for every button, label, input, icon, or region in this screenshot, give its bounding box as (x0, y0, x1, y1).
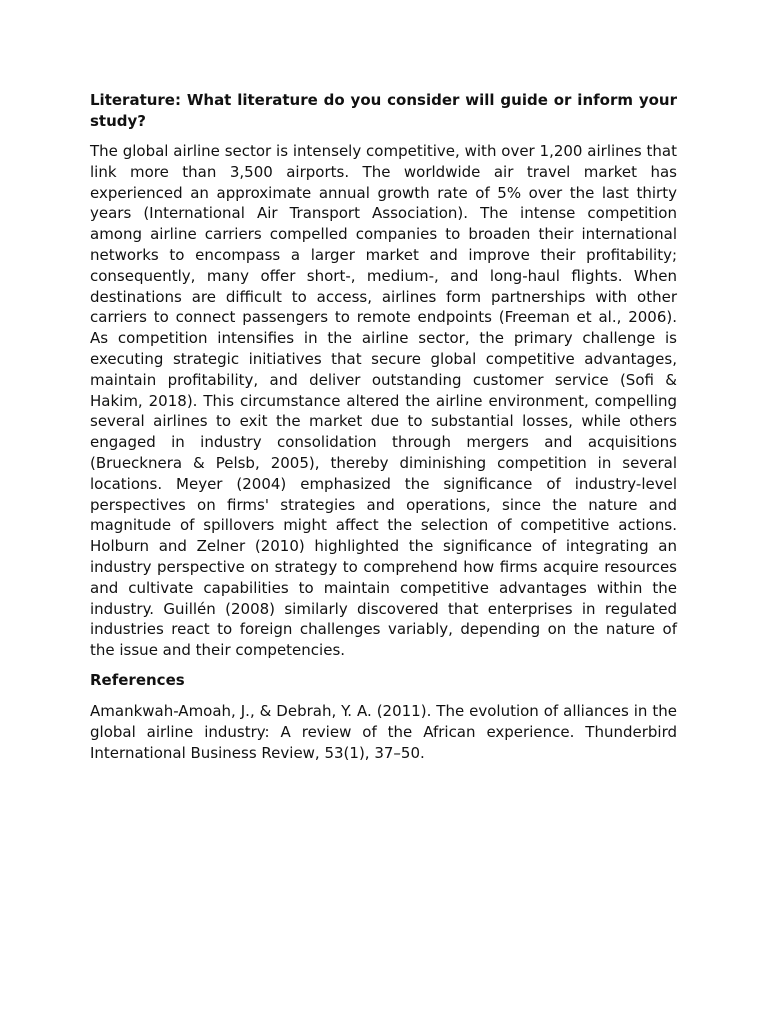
document-page (90, 90, 677, 763)
reference-entry: Amankwah-Amoah, J., & Debrah, Y. A. (2011). The evolution of alliances in the global airline industry: A review of the African experience. Thunderbird International Business Review, 53(1), 37–50. (90, 701, 677, 762)
references-heading: References (90, 670, 185, 689)
literature-heading: Literature: What literature do you consider will guide or inform your study? (90, 91, 677, 130)
literature-paragraph: The global airline sector is intensely competitive, with over 1,200 airlines that link more than 3,500 airports. The worldwide air travel market has experienced an approximate annual growth rate of 5% over the last thirty years (International Air Transport Association). The intense competition among airline carriers compelled companies to broaden their international networks to encompass a larger market and improve their profitability; consequently, many offer short-, medium-, and long-haul flights. When destinations are difficult to access, airlines form partnerships with other carriers to connect passengers to remote endpoints (Freeman et al., 2006). As competition intensifies in the airline sector, the primary challenge is executing strategic initiatives that secure global competitive advantages, maintain profitability, and deliver outstanding customer service (Sofi & Hakim, 2018). This circumstance altered the airline environment, compelling several airlines to exit the market due to substantial losses, while others engaged in industry consolidation through mergers and acquisitions (Bruecknera & Pelsb, 2005), thereby diminishing competition in several locations. Meyer (2004) emphasized the significance of industry-level perspectives on firms' strategies and operations, since the nature and magnitude of spillovers might affect the selection of competitive actions. Holburn and Zelner (2010) highlighted the significance of integrating an industry perspective on strategy to comprehend how firms acquire resources and cultivate capabilities to maintain competitive advantages within the industry. Guillén (2008) similarly discovered that enterprises in regulated industries react to foreign challenges variably, depending on the nature of the issue and their competencies. (90, 142, 677, 660)
